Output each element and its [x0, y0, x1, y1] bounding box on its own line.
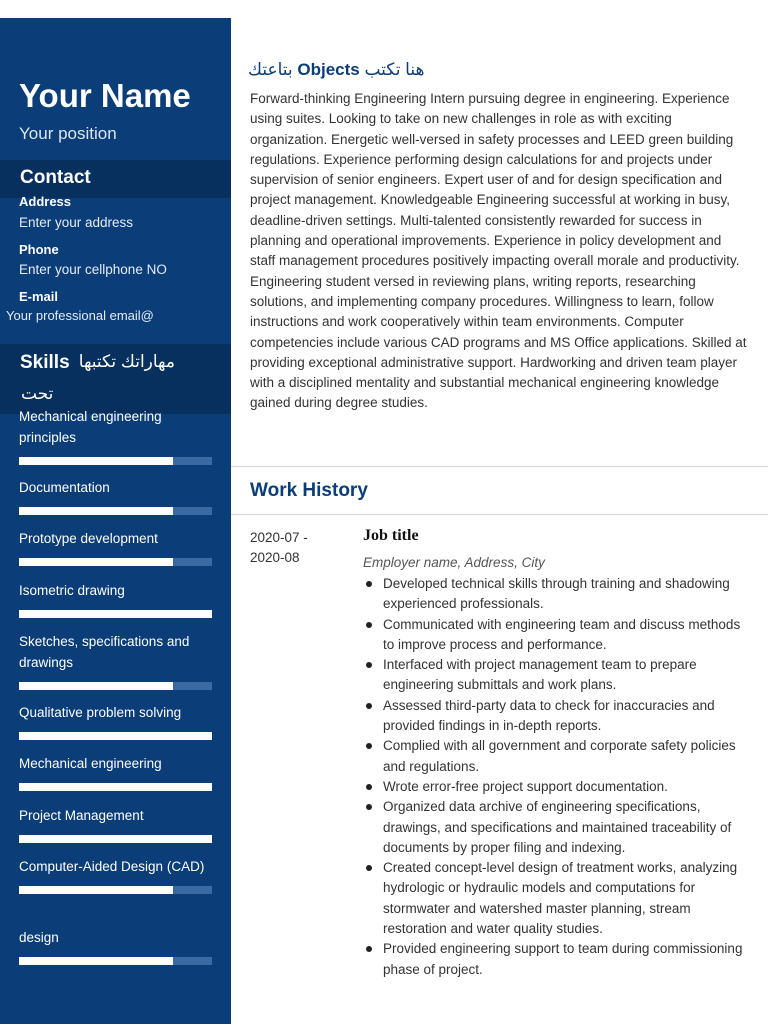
job-bullet: Organized data archive of engineering specifications, drawings, and specifications and maintained traceability of documents by proper filing and indexing. — [363, 797, 755, 858]
skills-header — [0, 344, 231, 414]
skill-level-bar — [19, 957, 212, 965]
skill-label: Prototype development — [19, 531, 158, 546]
address-label: Address — [19, 194, 72, 209]
skill-level-bar — [19, 507, 212, 515]
skill-level-fill — [19, 886, 173, 894]
skill-level-bar — [19, 682, 212, 690]
skills-title-arabic-line2: تحت — [21, 384, 54, 403]
sidebar — [0, 18, 231, 1024]
skill-label: Mechanical engineering principles — [19, 409, 162, 445]
skill-label: Qualitative problem solving — [19, 705, 182, 720]
summary-title-arabic-prefix: بتاعتك — [248, 60, 293, 79]
job-dates — [250, 528, 350, 568]
job-date-end: 2020-08 — [250, 550, 300, 565]
skill-level-fill — [19, 610, 212, 618]
job-date-start: 2020-07 - — [250, 530, 308, 545]
work-history-title: Work History — [250, 480, 368, 501]
job-employer: Employer name, Address, City — [363, 555, 545, 570]
summary-title-bold: Objects — [297, 60, 360, 79]
job-bullet: Communicated with engineering team and discuss methods to improve process and performance. — [363, 615, 755, 656]
contact-title: Contact — [20, 167, 91, 188]
main-content — [231, 0, 768, 1024]
skill-level-fill — [19, 457, 173, 465]
skill-level-fill — [19, 507, 173, 515]
email-label: E-mail — [19, 289, 59, 304]
skill-label: Documentation — [19, 480, 110, 495]
section-divider — [231, 514, 768, 515]
skill-level-bar — [19, 886, 212, 894]
skill-label: Computer-Aided Design (CAD) — [19, 859, 205, 874]
skills-title-arabic: مهاراتك تكتبها — [78, 352, 175, 371]
skill-level-fill — [19, 682, 173, 690]
skill-level-bar — [19, 732, 212, 740]
contact-header — [0, 160, 231, 198]
skill-level-bar — [19, 558, 212, 566]
section-divider — [231, 466, 768, 467]
candidate-position: Your position — [19, 124, 117, 143]
job-bullet: Interfaced with project management team to prepare engineering submittals and work plans. — [363, 655, 755, 696]
job-bullet: Provided engineering support to team during commissioning phase of project. — [363, 939, 755, 980]
job-title: Job title — [363, 527, 419, 544]
candidate-name: Your Name — [19, 77, 191, 114]
summary-title-arabic-suffix: هنا تكتب — [364, 60, 425, 79]
phone-value: Enter your cellphone NO — [19, 262, 167, 277]
skill-level-fill — [19, 783, 212, 791]
job-bullet: Created concept-level design of treatment works, analyzing hydrologic or hydraulic models and computations for stormwater and watershed master planning, stream restoration and water quality studies. — [363, 858, 755, 939]
job-bullet: Wrote error-free project support documentation. — [363, 777, 755, 797]
skill-label: Mechanical engineering — [19, 756, 162, 771]
skill-label: Sketches, specifications and drawings — [19, 634, 190, 670]
address-value: Enter your address — [19, 215, 134, 230]
skill-level-fill — [19, 558, 173, 566]
email-value: Your professional email@ — [6, 308, 154, 323]
skill-level-bar — [19, 783, 212, 791]
skill-label: Project Management — [19, 808, 144, 823]
skill-level-bar — [19, 457, 212, 465]
job-bullet: Assessed third-party data to check for inaccuracies and provided findings in in-depth reports. — [363, 696, 755, 737]
skill-label: Isometric drawing — [19, 583, 125, 598]
summary-text: Forward-thinking Engineering Intern pursuing degree in engineering. Experience using suites. Looking to take on new challenges in role as with exciting organization. Energetic well-versed in safety processes and LEED green building regulations. Experience performing design calculations for and projects under supervision of senior engineers. Expert user of and for design specification and project management. Knowledgeable Engineering successful at working in busy, deadline-driven settings. Multi-talented consistently rewarded for success in planning and operational improvements. Experience in policy development and staff management procedures positively impacting overall morale and productivity. Engineering student versed in reviewing plans, writing reports, researching solutions, and implementing company procedures. Willingness to learn, follow instructions and work cooperatively within team environments. Computer competencies include various CAD programs and MS Office applications. Skilled at providing exceptional administrative support. Hardworking and driven team player with a disciplined mentality and substantial mechanical engineering knowledge gained during degree studies. — [250, 91, 747, 411]
job-bullets — [363, 574, 755, 980]
skills-title: Skills — [20, 352, 70, 373]
skill-level-fill — [19, 835, 212, 843]
phone-label: Phone — [19, 242, 59, 257]
job-bullet: Developed technical skills through training and shadowing experienced professionals. — [363, 574, 755, 615]
skill-level-fill — [19, 957, 173, 965]
skill-level-fill — [19, 732, 212, 740]
skill-label: design — [19, 930, 59, 945]
job-bullet: Complied with all government and corporate safety policies and regulations. — [363, 736, 755, 777]
summary-title — [248, 60, 424, 80]
skill-level-bar — [19, 610, 212, 618]
skill-level-bar — [19, 835, 212, 843]
